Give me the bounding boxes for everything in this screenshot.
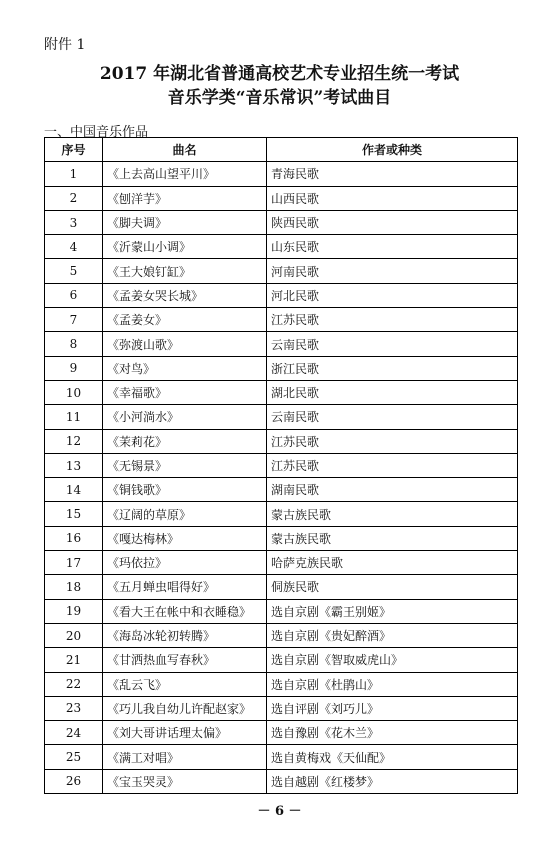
table-row: [45, 478, 518, 502]
author-or-genre: 选自京剧《霸王别姬》: [267, 599, 518, 623]
table-row: [45, 721, 518, 745]
column-header-author: 作者或种类: [267, 138, 518, 162]
document-title-line1: 2017 年湖北省普通高校艺术专业招生统一考试: [99, 64, 460, 84]
author-or-genre: 哈萨克族民歌: [267, 551, 518, 575]
song-title: 《刘大哥讲话理太偏》: [103, 721, 267, 745]
repertoire-table: [44, 137, 518, 794]
author-or-genre: 选自豫剧《花木兰》: [267, 721, 518, 745]
song-title: 《茉莉花》: [103, 429, 267, 453]
song-title: 《刨洋芋》: [103, 186, 267, 210]
author-or-genre: 选自黄梅戏《天仙配》: [267, 745, 518, 769]
author-or-genre: 山东民歌: [267, 235, 518, 259]
row-number: 25: [45, 745, 103, 769]
table-row: [45, 623, 518, 647]
song-title: 《铜钱歌》: [103, 478, 267, 502]
author-or-genre: 江苏民歌: [267, 308, 518, 332]
row-number: 2: [45, 186, 103, 210]
song-title: 《看大王在帐中和衣睡稳》: [103, 599, 267, 623]
author-or-genre: 湖南民歌: [267, 478, 518, 502]
song-title: 《满工对唱》: [103, 745, 267, 769]
song-title: 《小河淌水》: [103, 405, 267, 429]
song-title: 《沂蒙山小调》: [103, 235, 267, 259]
row-number: 21: [45, 648, 103, 672]
author-or-genre: 选自京剧《杜鹃山》: [267, 672, 518, 696]
author-or-genre: 云南民歌: [267, 332, 518, 356]
row-number: 15: [45, 502, 103, 526]
author-or-genre: 选自评剧《刘巧儿》: [267, 696, 518, 720]
section-heading: 一、中国音乐作品: [44, 125, 149, 140]
page-number: － 6 －: [257, 804, 302, 819]
table-row: [45, 745, 518, 769]
table-row: [45, 283, 518, 307]
song-title: 《嘎达梅林》: [103, 526, 267, 550]
author-or-genre: 河南民歌: [267, 259, 518, 283]
row-number: 13: [45, 453, 103, 477]
author-or-genre: 河北民歌: [267, 283, 518, 307]
author-or-genre: 选自京剧《智取威虎山》: [267, 648, 518, 672]
author-or-genre: 云南民歌: [267, 405, 518, 429]
row-number: 12: [45, 429, 103, 453]
row-number: 18: [45, 575, 103, 599]
author-or-genre: 陕西民歌: [267, 210, 518, 234]
author-or-genre: 山西民歌: [267, 186, 518, 210]
row-number: 8: [45, 332, 103, 356]
table-row: [45, 405, 518, 429]
author-or-genre: 选自越剧《红楼梦》: [267, 769, 518, 793]
row-number: 1: [45, 162, 103, 186]
author-or-genre: 蒙古族民歌: [267, 502, 518, 526]
row-number: 4: [45, 235, 103, 259]
song-title: 《上去高山望平川》: [103, 162, 267, 186]
row-number: 14: [45, 478, 103, 502]
song-title: 《五月蝉虫唱得好》: [103, 575, 267, 599]
row-number: 20: [45, 623, 103, 647]
table-row: [45, 502, 518, 526]
author-or-genre: 选自京剧《贵妃醉酒》: [267, 623, 518, 647]
row-number: 22: [45, 672, 103, 696]
author-or-genre: 江苏民歌: [267, 429, 518, 453]
table-row: [45, 696, 518, 720]
author-or-genre: 青海民歌: [267, 162, 518, 186]
song-title: 《巧儿我自幼儿许配赵家》: [103, 696, 267, 720]
row-number: 17: [45, 551, 103, 575]
song-title: 《幸福歌》: [103, 380, 267, 404]
song-title: 《孟姜女》: [103, 308, 267, 332]
row-number: 9: [45, 356, 103, 380]
row-number: 23: [45, 696, 103, 720]
song-title: 《无锡景》: [103, 453, 267, 477]
song-title: 《弥渡山歌》: [103, 332, 267, 356]
row-number: 6: [45, 283, 103, 307]
document-title-line2: 音乐学类“音乐常识”考试曲目: [167, 88, 392, 108]
song-title: 《脚夫调》: [103, 210, 267, 234]
table-row: [45, 308, 518, 332]
author-or-genre: 浙江民歌: [267, 356, 518, 380]
table-row: [45, 575, 518, 599]
table-row: [45, 526, 518, 550]
column-header-title: 曲名: [103, 138, 267, 162]
song-title: 《对鸟》: [103, 356, 267, 380]
row-number: 11: [45, 405, 103, 429]
table-row: [45, 259, 518, 283]
table-row: [45, 332, 518, 356]
table-header-row: [45, 138, 518, 162]
table-row: [45, 162, 518, 186]
row-number: 24: [45, 721, 103, 745]
table-row: [45, 429, 518, 453]
row-number: 10: [45, 380, 103, 404]
table-row: [45, 551, 518, 575]
table-row: [45, 769, 518, 793]
row-number: 16: [45, 526, 103, 550]
row-number: 26: [45, 769, 103, 793]
table-row: [45, 672, 518, 696]
author-or-genre: 湖北民歌: [267, 380, 518, 404]
table-row: [45, 186, 518, 210]
song-title: 《宝玉哭灵》: [103, 769, 267, 793]
table-row: [45, 235, 518, 259]
table-row: [45, 599, 518, 623]
song-title: 《海岛冰轮初转腾》: [103, 623, 267, 647]
table-row: [45, 453, 518, 477]
row-number: 5: [45, 259, 103, 283]
table-row: [45, 356, 518, 380]
author-or-genre: 蒙古族民歌: [267, 526, 518, 550]
song-title: 《玛依拉》: [103, 551, 267, 575]
author-or-genre: 江苏民歌: [267, 453, 518, 477]
row-number: 7: [45, 308, 103, 332]
song-title: 《乱云飞》: [103, 672, 267, 696]
row-number: 3: [45, 210, 103, 234]
song-title: 《辽阔的草原》: [103, 502, 267, 526]
table-row: [45, 210, 518, 234]
table-row: [45, 648, 518, 672]
song-title: 《甘洒热血写春秋》: [103, 648, 267, 672]
table-row: [45, 380, 518, 404]
author-or-genre: 侗族民歌: [267, 575, 518, 599]
song-title: 《孟姜女哭长城》: [103, 283, 267, 307]
attachment-label: 附件 1: [44, 37, 86, 53]
song-title: 《王大娘钉缸》: [103, 259, 267, 283]
column-header-number: 序号: [45, 138, 103, 162]
row-number: 19: [45, 599, 103, 623]
